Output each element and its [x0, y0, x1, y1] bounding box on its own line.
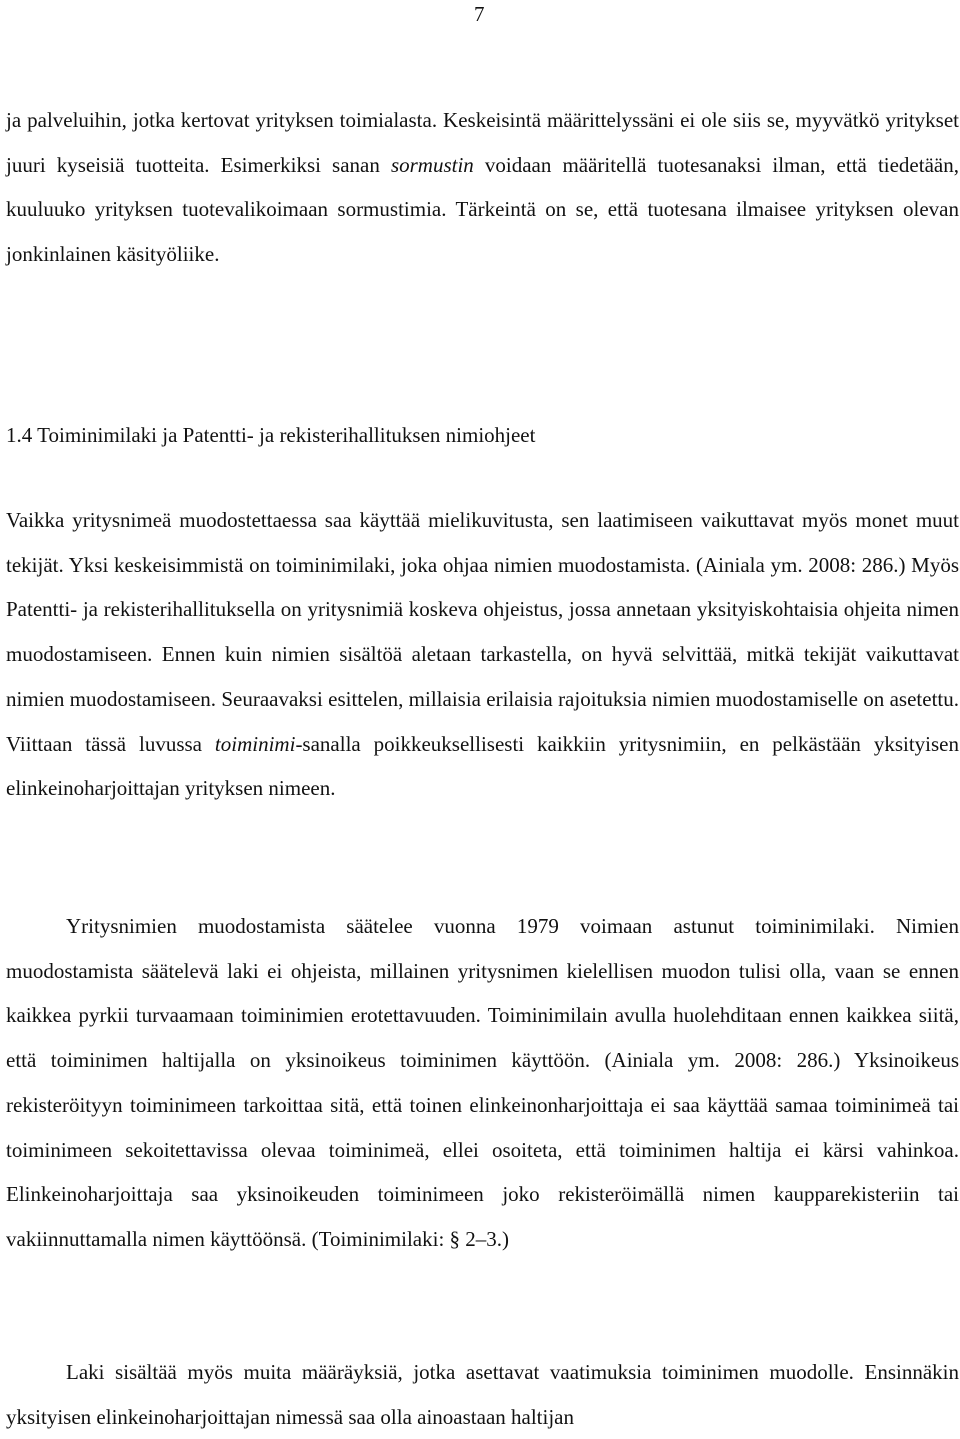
- paragraph-1-italic-term: sormustin: [390, 152, 474, 177]
- paragraph-3: [6, 904, 959, 1262]
- paragraph-1-text: ja palveluihin, jotka kertovat yrityksen toimialasta. Keskeisintä määrittelyssäni ei ole siis se, myyvätkö yritykset juuri kyseisiä tuotteita. Esimerkiksi sanan: [6, 108, 959, 177]
- paragraph-3-text: Yritysnimien muodostamista säätelee vuonna 1979 voimaan astunut toiminimilaki. Nimien muodostamista säätelevä laki ei ohjeista, millainen yritysnimen kielellisen muodon tulisi olla, vaan se ennen kaikkea pyrkii turvaamaan toiminimien erotettavuuden. Toiminimilain avulla huolehditaan ennen kaikkea siitä, että toiminimen haltijalla on yksinoikeus toiminimen käyttöön. (Ainiala ym. 2008: 286.) Yksinoikeus rekisteröityyn toiminimeen tarkoittaa sitä, että toinen elinkeinonharjoittaja ei saa käyttää samaa toiminimeä tai toiminimeen sekoitettavissa olevaa toiminimeä, ellei osoiteta, että toiminimen haltija ei kärsi vahinkoa. Elinkeinoharjoittaja saa yksinoikeuden toiminimeen joko rekisteröimällä nimen kaupparekisteriin tai vakiinnuttamalla nimen käyttöönsä. (Toiminimilaki: § 2–3.): [6, 914, 959, 1251]
- paragraph-2: [6, 498, 959, 811]
- paragraph-2-text-after: -sanalla poikkeuksellisesti kaikkiin yritysnimiin, en pelkästään yksityisen elinkeinoharjoittajan yrityksen nimeen.: [6, 731, 959, 801]
- section-heading: 1.4 Toiminimilaki ja Patentti- ja rekisterihallituksen nimiohjeet: [6, 423, 536, 447]
- paragraph-4: [6, 1350, 959, 1439]
- paragraph-1: [6, 98, 959, 277]
- paragraph-2-text: Vaikka yritysnimeä muodostettaessa saa käyttää mielikuvitusta, sen laatimiseen vaikuttavat myös monet muut tekijät. Yksi keskeisimmistä on toiminimilaki, joka ohjaa nimien muodostamista. (Ainiala ym. 2008: 286.) Myös Patentti- ja rekisterihallituksella on yritysnimiä koskeva ohjeistus, jossa annetaan yksityiskohtaisia ohjeita nimen muodostamiseen. Ennen kuin nimien sisältöä aletaan tarkastella, on hyvä selvittää, mitkä tekijät vaikuttavat nimien muodostamiseen. Seuraavaksi esittelen, millaisia erilaisia rajoituksia nimien muodostamiselle on asetettu. Viittaan tässä luvussa: [6, 508, 959, 756]
- paragraph-1-text-after: voidaan määritellä tuotesanaksi ilman, että tiedetään, kuuluuko yrityksen tuotevalikoimaan sormustimia. Tärkeintä on se, että tuotesana ilmaisee yrityksen olevan jonkinlainen käsityöliike.: [6, 152, 959, 267]
- page-number: 7: [474, 2, 485, 26]
- paragraph-2-italic-term: toiminimi: [214, 731, 296, 756]
- paragraph-4-text: Laki sisältää myös muita määräyksiä, jotka asettavat vaatimuksia toiminimen muodolle. Ensinnäkin yksityisen elinkeinoharjoittajan nimessä saa olla ainoastaan haltijan: [6, 1360, 959, 1429]
